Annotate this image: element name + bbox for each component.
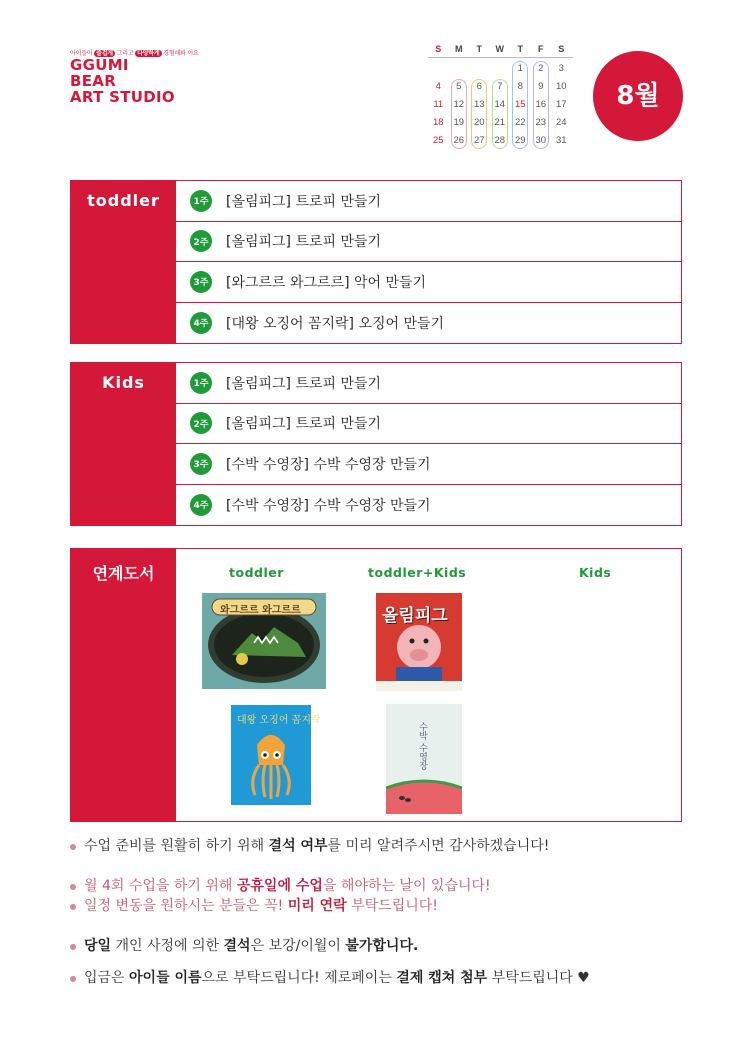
class-day-outline bbox=[471, 79, 487, 149]
kids-label: Kids bbox=[71, 363, 176, 525]
book-cover-watermelon bbox=[386, 704, 462, 814]
notice-schedule-change bbox=[68, 896, 678, 916]
week-badge: 2주 bbox=[190, 412, 212, 434]
calendar-day: 22 bbox=[514, 117, 526, 128]
toddler-week-row bbox=[176, 303, 681, 344]
watermelon-book-title: 수박 수영장 bbox=[417, 722, 427, 770]
kids-week-row bbox=[176, 404, 681, 445]
notice-emphasis: 결석 bbox=[223, 938, 251, 954]
calendar-day: 8 bbox=[517, 81, 523, 92]
kids-week-row bbox=[176, 444, 681, 485]
crocodile-book-title: 와그르르 와그르르 bbox=[220, 605, 301, 616]
calendar-day: 19 bbox=[453, 117, 465, 128]
calendar-weekday: M bbox=[455, 44, 463, 54]
notice-emphasis: 불가합니다. bbox=[345, 938, 419, 954]
notice-text: 을 해야하는 날이 있습니다! bbox=[322, 878, 491, 894]
books-col-kids: Kids bbox=[579, 565, 612, 580]
studio-logo bbox=[70, 48, 199, 106]
calendar-day: 20 bbox=[473, 117, 485, 128]
calendar-day: 1 bbox=[517, 63, 523, 74]
activity-text: [수박 수영장] 수박 수영장 만들기 bbox=[226, 497, 431, 514]
toddler-week-row bbox=[176, 181, 681, 222]
notice-text: 부탁드립니다 ♥ bbox=[487, 970, 590, 986]
tagline-part: 아이들이 bbox=[70, 50, 93, 57]
tagline-badge: 다양하게 bbox=[137, 50, 160, 57]
kids-rows bbox=[176, 363, 681, 525]
books-label: 연계도서 bbox=[71, 549, 176, 821]
calendar-day: 27 bbox=[473, 135, 485, 146]
calendar-day: 30 bbox=[535, 135, 547, 146]
tagline-badge: 즐겁게 bbox=[96, 50, 113, 57]
calendar-day bbox=[469, 60, 490, 78]
kids-week-row bbox=[176, 485, 681, 526]
calendar-day: 9 bbox=[538, 81, 544, 92]
toddler-label: toddler bbox=[71, 181, 176, 343]
notice-text: 월 4회 수업을 하기 위해 bbox=[84, 878, 237, 894]
notice-emphasis: 아이들 이름 bbox=[129, 970, 202, 986]
calendar-day: 13 bbox=[473, 99, 485, 110]
calendar-divider bbox=[428, 57, 573, 58]
notice-payment bbox=[68, 968, 678, 988]
related-books bbox=[70, 548, 682, 822]
month-badge: 8월 bbox=[593, 51, 683, 141]
calendar-day: 26 bbox=[453, 135, 465, 146]
calendar-week bbox=[428, 60, 573, 78]
notice-emphasis: 공휴일에 수업 bbox=[236, 878, 323, 894]
calendar-weekday: W bbox=[495, 44, 504, 54]
calendar-day: 18 bbox=[432, 117, 444, 128]
activity-text: [대왕 오징어 꼼지락] 오징어 만들기 bbox=[226, 315, 445, 332]
notice-text: 일정 변동을 원하시는 분들은 꼭! bbox=[84, 898, 288, 914]
activity-text: [수박 수영장] 수박 수영장 만들기 bbox=[226, 456, 431, 473]
books-col-toddler-kids: toddler+Kids bbox=[368, 565, 467, 580]
calendar-day: 17 bbox=[555, 99, 567, 110]
calendar-day: 24 bbox=[555, 117, 567, 128]
kids-schedule bbox=[70, 362, 682, 526]
week-badge: 1주 bbox=[190, 190, 212, 212]
calendar-day: 25 bbox=[432, 135, 444, 146]
week-badge: 3주 bbox=[190, 453, 212, 475]
calendar-day: 2 bbox=[538, 63, 544, 74]
tagline-part: 경험해봐 이요 bbox=[163, 50, 199, 57]
notice-text: 개인 사정에 의한 bbox=[111, 938, 224, 954]
class-day-outline bbox=[451, 79, 467, 149]
calendar-weekday: F bbox=[538, 44, 544, 54]
notice-holiday-class bbox=[68, 876, 678, 896]
squid-book-title: 대왕 오징어 꼼지락 bbox=[237, 715, 321, 726]
activity-text: [올림피그] 트로피 만들기 bbox=[226, 416, 382, 433]
calendar-day: 3 bbox=[558, 63, 564, 74]
calendar-day: 29 bbox=[514, 135, 526, 146]
calendar-day: 6 bbox=[476, 81, 482, 92]
notice-emphasis: 결제 캡쳐 첨부 bbox=[396, 970, 488, 986]
calendar-day bbox=[490, 60, 511, 78]
book-cover-crocodile bbox=[202, 593, 326, 689]
notice-emphasis: 미리 연락 bbox=[287, 898, 347, 914]
calendar-day bbox=[449, 60, 470, 78]
mini-calendar bbox=[428, 44, 573, 150]
calendar-day: 21 bbox=[494, 117, 506, 128]
logo-line-2: ART STUDIO bbox=[70, 88, 175, 106]
notice-emphasis: 결석 여부 bbox=[268, 838, 328, 854]
logo-line-1: GGUMI BEAR bbox=[70, 56, 129, 90]
notice-text: 으로 부탁드립니다! 제로페이는 bbox=[201, 970, 397, 986]
tagline-part: 그리고 bbox=[116, 50, 134, 57]
calendar-day: 5 bbox=[456, 81, 462, 92]
calendar-day: 7 bbox=[497, 81, 503, 92]
books-col-toddler: toddler bbox=[229, 565, 284, 580]
calendar-day: 10 bbox=[555, 81, 567, 92]
toddler-schedule bbox=[70, 180, 682, 344]
calendar-day: 28 bbox=[494, 135, 506, 146]
book-cover-olympig bbox=[376, 593, 462, 691]
class-day-outline bbox=[492, 79, 508, 149]
class-day-outline bbox=[533, 61, 549, 149]
calendar-weekday: T bbox=[476, 44, 482, 54]
calendar-day: 15 bbox=[514, 99, 526, 110]
notice-absence bbox=[68, 836, 678, 856]
calendar-day: 14 bbox=[494, 99, 506, 110]
calendar-weekday: S bbox=[558, 44, 565, 54]
calendar-day bbox=[428, 60, 449, 78]
olympig-book-title: 올림피그 bbox=[382, 606, 448, 626]
calendar-day: 11 bbox=[433, 99, 444, 110]
calendar-grid bbox=[428, 60, 573, 150]
calendar-weekday: S bbox=[435, 44, 442, 54]
week-badge: 4주 bbox=[190, 312, 212, 334]
notice-text: 수업 준비를 원활히 하기 위해 bbox=[84, 838, 269, 854]
notice-emphasis: 당일 bbox=[84, 938, 112, 954]
activity-text: [올림피그] 트로피 만들기 bbox=[226, 375, 382, 392]
calendar-day: 4 bbox=[435, 81, 441, 92]
toddler-rows bbox=[176, 181, 681, 343]
calendar-day: 12 bbox=[453, 99, 465, 110]
notice-text: 은 보강/이월이 bbox=[250, 938, 346, 954]
notice-list bbox=[68, 836, 678, 988]
week-badge: 4주 bbox=[190, 494, 212, 516]
calendar-weekday-row bbox=[428, 44, 573, 54]
activity-text: [올림피그] 트로피 만들기 bbox=[226, 193, 382, 210]
toddler-week-row bbox=[176, 262, 681, 303]
notice-text: 입금은 bbox=[84, 970, 130, 986]
calendar-day: 23 bbox=[535, 117, 547, 128]
calendar-day: 16 bbox=[535, 99, 547, 110]
calendar-day: 31 bbox=[555, 135, 567, 146]
kids-week-row bbox=[176, 363, 681, 404]
week-badge: 1주 bbox=[190, 372, 212, 394]
activity-text: [와그르르 와그르르] 악어 만들기 bbox=[226, 274, 427, 291]
week-badge: 3주 bbox=[190, 271, 212, 293]
activity-text: [올림피그] 트로피 만들기 bbox=[226, 234, 382, 251]
book-cover-squid bbox=[231, 705, 321, 805]
calendar-weekday: T bbox=[517, 44, 523, 54]
notice-no-makeup bbox=[68, 936, 678, 956]
notice-text: 를 미리 알려주시면 감사하겠습니다! bbox=[327, 838, 550, 854]
toddler-week-row bbox=[176, 222, 681, 263]
notice-text: 부탁드립니다! bbox=[346, 898, 438, 914]
class-day-outline bbox=[512, 61, 528, 149]
week-badge: 2주 bbox=[190, 230, 212, 252]
